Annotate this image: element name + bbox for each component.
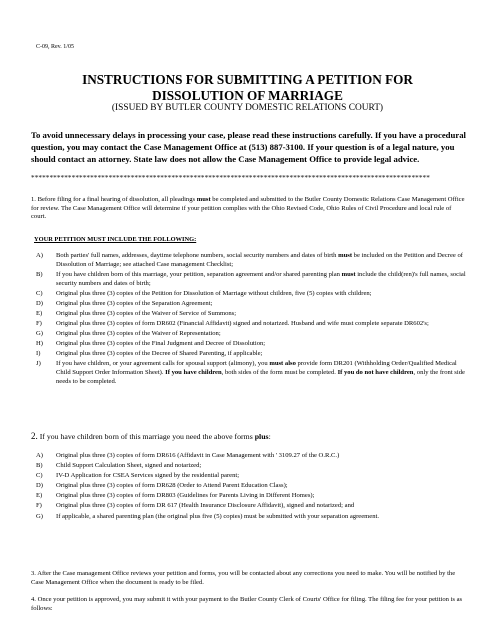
list-item-text: Child Support Calculation Sheet, signed and notarized; (56, 462, 202, 470)
list-item (36, 452, 469, 461)
list-marker: C) (36, 289, 43, 297)
list-marker: A) (36, 452, 43, 459)
list-marker: G) (36, 329, 43, 337)
petition-requirements-heading: YOUR PETITION MUST INCLUDE THE FOLLOWING: (34, 236, 197, 243)
list-item-text: If you have children born of this marriage, your petition, separation agreement and/or shared parenting plan (56, 270, 342, 278)
list-item-text: Both parties' full names, addresses, daytime telephone numbers, social security numbers and dates of birth (56, 252, 339, 259)
list-marker: C) (36, 472, 43, 480)
document-title (30, 72, 465, 103)
paragraph-1 (31, 196, 468, 222)
list-item (36, 271, 469, 288)
list-item-text: IV-D Application for CSEA Services signed by the residential parent; (56, 472, 240, 480)
paragraph-3: 3. After the Case management Office reviews your petition and forms, you will be contacted about any corrections you need to make. You will be notified by the Case Management Office when the document is ready to be filed. (31, 570, 456, 586)
warning-notice: To avoid unnecessary delays in processing your case, please read these instructions carefully. If you have a procedural question, you may contact the Case Management Office at (513) 887-3100. If your question is of a legal nature, you should contact an attorney. State law does not allow the Case Management Office to provide legal advice. (31, 130, 466, 165)
section-number: 2. (31, 431, 38, 441)
list-item-text: Original plus three (3) copies of form DR628 (Order to Attend Parent Education Class); (56, 482, 288, 490)
petition-requirements-list (36, 252, 469, 388)
list-marker: F) (36, 319, 42, 327)
title-line-1: INSTRUCTIONS FOR SUBMITTING A PETITION FOR (82, 72, 413, 87)
section-2-text: If you have children born of this marriage you need the above forms (37, 432, 255, 441)
list-item-text: Original plus three (3) copies of the Petition for Dissolution of Marriage without children, five (5) copies with children; (56, 289, 372, 297)
list-item-text-cont: , both sides of the form must be completed. (221, 368, 338, 376)
paragraph-1-text: 1. Before filing for a final hearing of dissolution, all pleadings (31, 196, 197, 203)
form-code: C-09, Rev. 1/05 (36, 44, 74, 50)
paragraph-4: 4. Once your petition is approved, you may submit it with your payment to the Butler County Clerk of Courts' Office for filing. The filing fee for your petition is as follows: (31, 596, 463, 612)
list-item-text: Original plus three (3) copies of the Separation Agreement; (56, 299, 213, 307)
list-marker: E) (36, 309, 43, 317)
asterisk-divider: ************************************************************************************************************ (31, 174, 430, 182)
section-2-emphasis: plus (254, 432, 269, 441)
children-requirements-list (36, 452, 469, 523)
list-item-text-cont: provide form DR201 (Withholding Order/Qualified Medical Child Support Order Information Sheet). (56, 360, 457, 376)
list-marker: A) (36, 252, 43, 259)
list-item (36, 320, 469, 329)
list-item (36, 482, 469, 491)
list-item (36, 350, 469, 359)
list-item (36, 252, 469, 269)
list-item (36, 462, 469, 471)
list-item-text: If you have children, or your agreement calls for spousal support (alimony), you (56, 360, 270, 368)
list-item-text: Original plus three (3) copies of the Decree of Shared Parenting, if applicable; (56, 350, 263, 358)
list-item-emphasis: must (338, 252, 353, 259)
list-marker: E) (36, 492, 43, 500)
list-item-emphasis: If you have children (165, 368, 222, 376)
section-2-heading (31, 431, 271, 441)
list-item-text: Original plus three (3) copies of the Waiver of Service of Summons; (56, 309, 237, 317)
list-item (36, 472, 469, 481)
list-marker: I) (36, 350, 41, 358)
list-item-text: Original plus three (3) copies of form DR803 (Guidelines for Parents Living in Different Homes); (56, 492, 315, 500)
list-item-emphasis: must also (269, 360, 296, 368)
list-marker: B) (36, 462, 43, 470)
list-item-text-cont: include the child(ren)'s full names, social security numbers and dates of birth; (56, 270, 466, 287)
paragraph-1-text-cont: be completed and submitted to the Butler County Domestic Relations Case Management Office for review. The Case Management Office will determine if your petition complies with the Ohio Revised Code, Ohio Rules of Civil Procedure and local rule of court. (31, 196, 465, 221)
list-marker: D) (36, 482, 43, 490)
list-item (36, 492, 469, 501)
list-item (36, 310, 469, 319)
list-item-text: Original plus three (3) copies of form DR616 (Affidavit in Case Management with ' 3109.27 of the O.R.C.) (56, 452, 340, 459)
list-item (36, 300, 469, 309)
list-marker: F) (36, 502, 42, 510)
list-item-text-cont: be included on the Petition and Decree of Dissolution of Marriage; see attached Case management Checklist; (56, 252, 463, 268)
document-subtitle: (ISSUED BY BUTLER COUNTY DOMESTIC RELATIONS COURT) (111, 103, 384, 113)
list-item (36, 513, 469, 522)
list-item (36, 502, 469, 511)
title-line-2: DISSOLUTION OF MARRIAGE (152, 87, 343, 103)
list-item (36, 340, 469, 349)
section-2-text-cont: : (268, 432, 271, 441)
list-item (36, 290, 469, 299)
list-item-emphasis: must (341, 270, 356, 278)
list-item-text: Original plus three (3) copies of the Waiver of Representation; (56, 329, 221, 337)
list-item-text: Original plus three (3) copies of the Final Judgment and Decree of Dissolution; (56, 340, 266, 348)
list-item-text: Original plus three (3) copies of form DR 617 (Health Insurance Disclosure Affidavit), signed and notarized; and (56, 502, 355, 510)
list-item (36, 360, 469, 386)
list-item-text: If applicable, a shared parenting plan (the original plus five (5) copies) must be submitted with your separation agreement. (56, 512, 379, 520)
list-marker: B) (36, 270, 43, 278)
list-marker: D) (36, 299, 43, 307)
list-item (36, 330, 469, 339)
list-marker: G) (36, 512, 43, 520)
list-item-text-cont: , only the front side needs to be completed. (56, 368, 465, 385)
list-item-emphasis: If you do not have children (337, 368, 414, 376)
list-item-text: Original plus three (3) copies of form DR602 (Financial Affidavit) signed and notarized. Husband and wife must complete separate DR602's; (56, 319, 429, 327)
list-marker: H) (36, 340, 43, 348)
paragraph-1-emphasis: must (196, 196, 211, 203)
list-marker: J) (36, 360, 41, 368)
